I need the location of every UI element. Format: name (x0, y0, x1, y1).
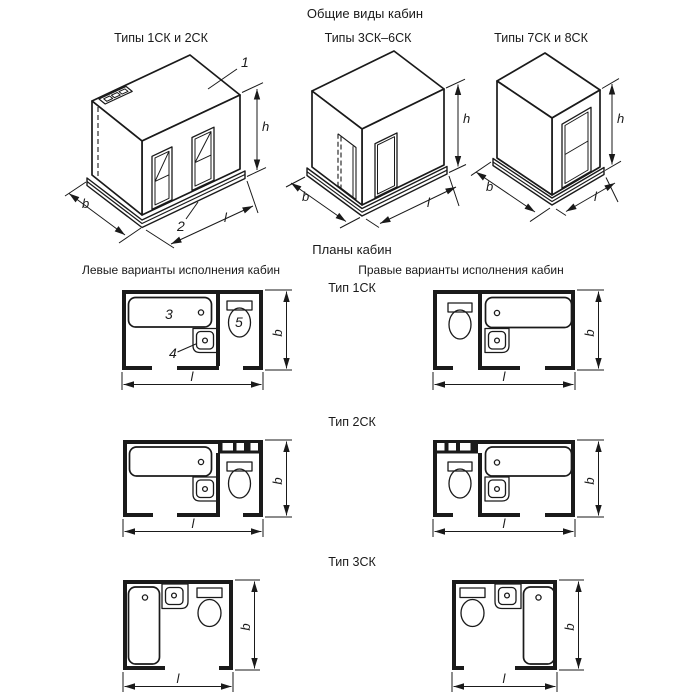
svg-text:2: 2 (177, 218, 185, 234)
washbasin (495, 584, 521, 609)
plan-2sk-left (100, 432, 300, 544)
type-2sk-label: Тип 2СК (328, 415, 376, 429)
washbasin (193, 477, 217, 501)
right-variants-title: Правые варианты исполнения кабин (358, 263, 564, 277)
svg-text:b: b (270, 477, 285, 485)
dimension-h (446, 79, 470, 172)
svg-text:l: l (502, 671, 506, 686)
svg-text:l: l (190, 369, 194, 384)
svg-text:b: b (486, 179, 494, 194)
dimension-l (452, 671, 557, 692)
dimension-b (577, 440, 604, 517)
toilet (197, 588, 222, 627)
washbasin (162, 584, 188, 609)
svg-text:4: 4 (169, 345, 177, 361)
svg-text:h: h (262, 119, 270, 134)
svg-text:b: b (82, 196, 90, 211)
svg-text:b: b (238, 623, 253, 631)
bathtub (129, 298, 212, 328)
svg-text:l: l (502, 369, 506, 384)
toilet (227, 301, 252, 337)
left-variants-title: Левые варианты исполнения кабин (81, 263, 281, 277)
svg-text:1: 1 (241, 54, 249, 70)
svg-text:l: l (224, 210, 227, 225)
dimension-b (235, 580, 260, 670)
svg-text:b: b (270, 329, 285, 337)
plans-title: Планы кабин (312, 242, 392, 257)
bathtub (524, 587, 555, 664)
iso-view-types-3sk-6sk (285, 48, 482, 233)
plan-2sk-right (420, 432, 620, 544)
dimension-b (265, 290, 292, 370)
bathtub (129, 587, 160, 664)
walls (433, 440, 575, 517)
washbasin (485, 329, 509, 353)
dimension-l (433, 369, 575, 390)
svg-text:b: b (562, 623, 577, 631)
svg-text:b: b (582, 477, 597, 485)
type-1sk-label: Тип 1СК (328, 281, 376, 295)
plan-1sk-left (100, 283, 300, 395)
dimension-l (122, 369, 263, 390)
page-title: Общие виды кабин (306, 6, 424, 21)
svg-text:b: b (302, 189, 310, 204)
toilet (448, 303, 472, 339)
svg-text:l: l (427, 195, 430, 210)
bathtub (486, 298, 572, 328)
bathtub (130, 447, 212, 476)
plan-3sk-left (88, 574, 268, 700)
dimension-b (559, 580, 584, 670)
toilet (460, 588, 485, 627)
bathtub (486, 447, 572, 476)
iso-view-types-1sk-2sk (58, 48, 308, 250)
dimension-l (123, 671, 233, 692)
dimension-l (123, 516, 263, 537)
svg-text:l: l (502, 516, 506, 531)
toilet (227, 462, 252, 498)
dimension-b (265, 440, 292, 517)
plan-1sk-right (420, 283, 620, 395)
svg-text:3: 3 (165, 306, 173, 322)
svg-text:l: l (176, 671, 180, 686)
dimension-l (433, 516, 575, 537)
iso-caption-2: Типы 3СК–6СК (324, 31, 412, 45)
svg-text:b: b (582, 329, 597, 337)
washbasin (485, 477, 509, 501)
toilet (448, 462, 472, 498)
washbasin (169, 329, 217, 362)
walls (433, 290, 575, 370)
svg-text:h: h (617, 111, 625, 126)
dimension-h (242, 83, 269, 177)
iso-view-types-7sk-8sk (468, 48, 658, 228)
dimension-h (602, 79, 624, 171)
svg-text:h: h (463, 111, 471, 126)
dimension-b (577, 290, 604, 370)
svg-text:l: l (594, 189, 597, 204)
svg-text:5: 5 (235, 314, 243, 330)
plan-3sk-right (432, 574, 612, 700)
walls (123, 580, 233, 670)
type-3sk-label: Тип 3СК (328, 555, 376, 569)
iso-caption-3: Типы 7СК и 8СК (494, 31, 588, 45)
svg-text:l: l (191, 516, 195, 531)
iso-caption-1: Типы 1СК и 2СК (114, 31, 208, 45)
